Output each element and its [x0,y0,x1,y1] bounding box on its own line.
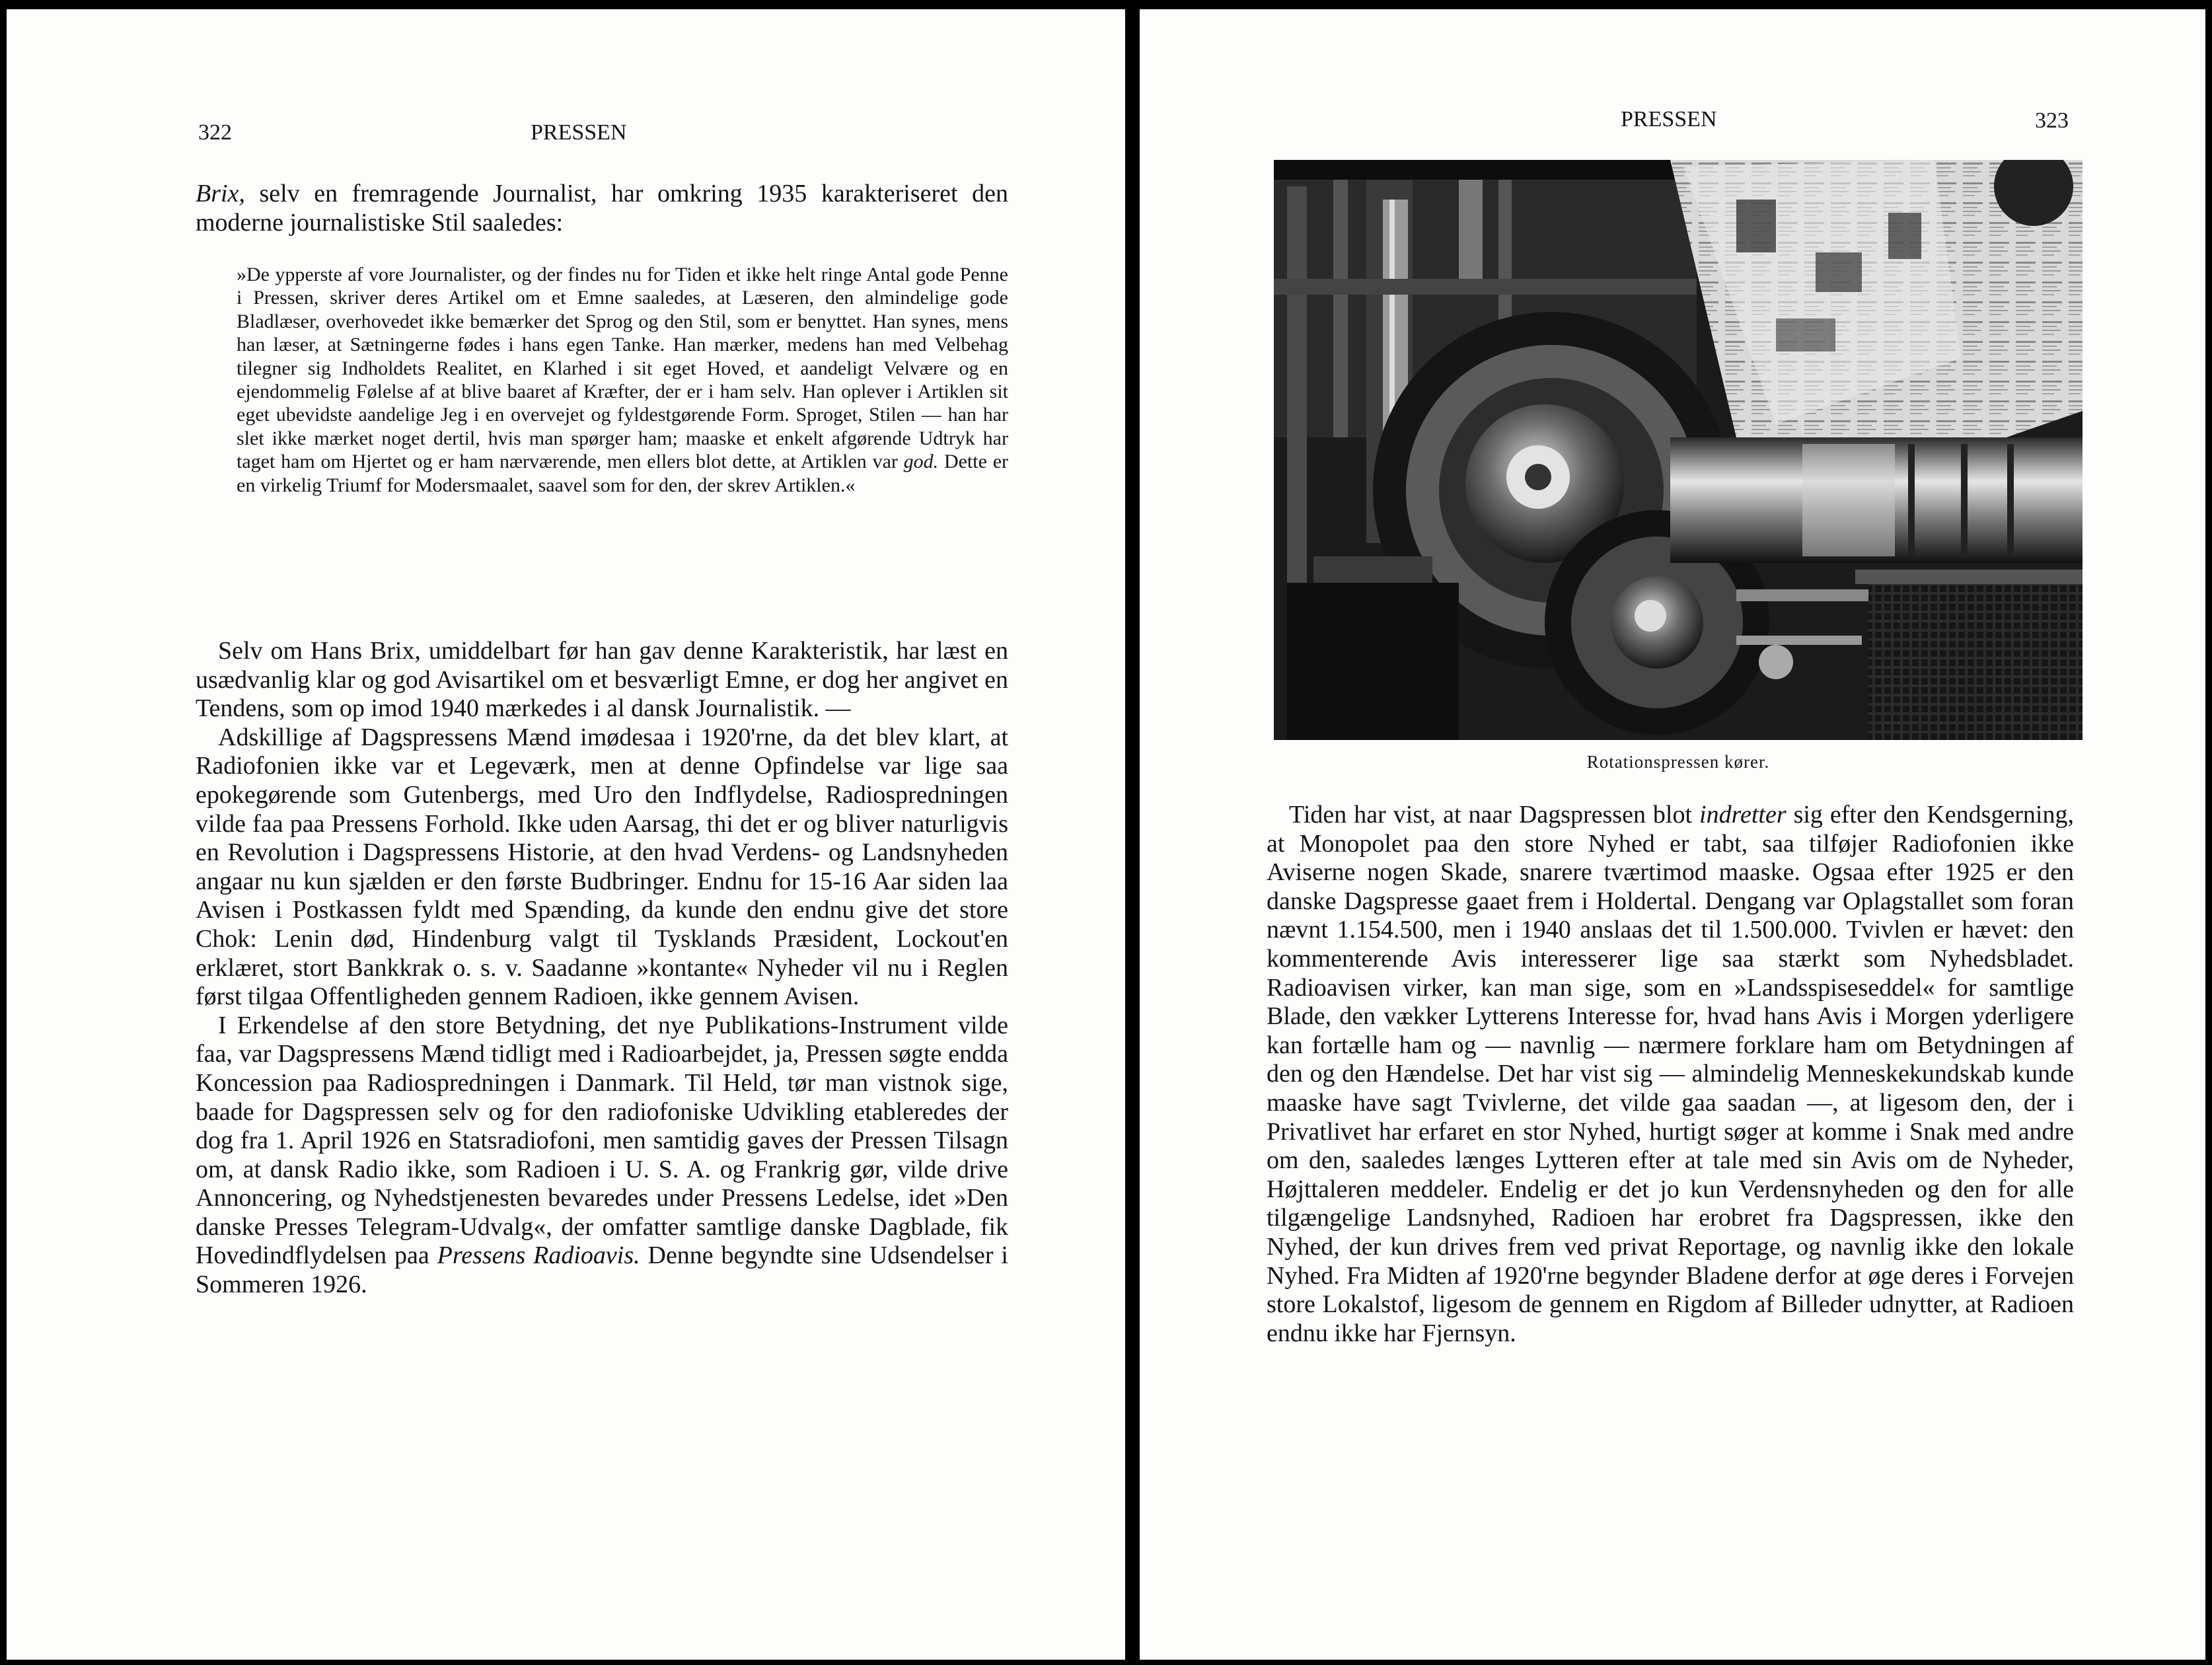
page-number: 323 [2035,108,2069,133]
page-number: 322 [198,120,232,145]
paragraph-3-text: I Erkendelse af den store Betydning, det nye Publikations-Instrument vilde faa, var Dagspressens Mænd tidligt med i Radioarbejdet, ja, Pressen søgte endda Koncession paa Radiospredningen i Danmark. Til Held, tør man vistnok sige, baade for Dagspressen selv og for den radiofoniske Udvikling etableredes der dog fra 1. April 1926 en Statsradiofoni, men samtidig gaves der Pressen Tilsagn om, at dansk Radio ikke, som Radioen i U. S. A. og Frankrig gør, vilde drive Annoncering, og Nyhedstjenesten bevaredes under Pressens Ledelse, idet »Den danske Presses Telegram-Udvalg«, der omfatter samtlige danske Dagblade, fik Hovedindflydelsen paa [196,1011,1008,1270]
paragraph-3-end: Denne begyndte sine Udsendelser i Sommeren 1926. [196,1241,1008,1299]
photo-caption: Rotationspressen kører. [1586,752,1770,772]
running-title: PRESSEN [1621,107,1717,131]
paragraph-2: Adskillige af Dagspressens Mænd imødesaa i 1920'rne, da det blev klart, at Radiofonien ikke var et Legeværk, men at denne Opfindelse var lige saa epokegørende som Gutenbergs, med Uro den Indflydelse, Radiospredningen vilde faa paa Pressens Forhold. Ikke uden Aarsag, thi det er og bliver naturligvis en Revolution i Dagspressens Historie, at den hvad Verdens- og Landsnyheden angaar nu kun sjælden er den første Budbringer. Endnu for 15-16 Aar siden laa Avisen i Postkassen fyldt med Spænding, da kunde den endnu give det store Chok: Lenin død, Hindenburg valgt til Tysklands Præsident, Lockout'en erklæret, stort Bankkrak o. s. v. Saadanne »kontante« Nyheder vil nu i Reglen først tilgaa Offentligheden gennem Radioen, ikke gennem Avisen. [196,723,1008,1011]
paragraph-1-text: Tiden har vist, at naar Dagspressen blot [1289,801,1700,829]
body-text [196,637,1008,1300]
paragraph-1-italic: indretter [1699,801,1787,829]
paragraph-1: Selv om Hans Brix, umiddelbart før han gav denne Karakteristik, har læst en usædvanlig klar og god Avisartikel om et besværligt Emne, er dog her angivet en Tendens, som op imod 1940 mærkedes i al dansk Journalistik. — [196,637,1008,723]
paragraph-1-end: sig efter den Kendsgerning, at Monopolet paa den store Nyhed er tabt, saa tilføjer Radiofonien ikke Aviserne nogen Skade, snarere tværtimod maaske. Ogsaa efter 1925 er den danske Dagspresse gaaet frem i Holdertal. Dengang var Oplagstallet som foran nævnt 1.154.500, men i 1940 anslaas det til 1.500.000. Tvivlen er hævet: den kommenterende Avis interesserer lige saa stærkt som Nyhedsbladet. Radioavisen virker, kan man sige, som en »Landsspiseseddel« for samtlige Blade, den vækker Lytterens Interesse for, hvad hans Avis i Morgen yderligere kan fortælle ham og — navnlig — nærmere forklare ham om Betydningen af den og den Hændelse. Det har vist sig — almindelig Menneskekundskab kunde maaske have sagt Tvivlerne, det vilde gaa saadan —, at ligesom den, der i Privatlivet har erfaret en stor Nyhed, hurtigt søger at komme i Snak med andre om den, saaledes længes Lytteren efter at tale med sin Avis om de Nyheder, Højttaleren meddeler. Endelig er det jo kun Verdensnyheden og den for alle tilgængelige Landsnyhed, Radioen har erobret fra Dagspressen, ikke den Nyhed, der kun drives frem ved privat Reportage, og navnlig ikke den lokale Nyhed. Fra Midten af 1920'rne begynder Bladene derfor at øge deres i Forvejen store Lokalstof, ligesom de gennem en Rigdom af Billeder udnytter, at Radioen endnu ikke har Fjernsyn. [1267,801,2074,1347]
quote-end: Dette er en virkelig Triumf for Modersmaalet, saavel som for den, der skrev Artiklen.« [237,451,1008,496]
paragraph-3-italic: Pressens Radioavis. [437,1241,640,1270]
paragraph-3 [196,1012,1008,1300]
quote-text: »De ypperste af vore Journalister, og der findes nu for Tiden et ikke helt ringe Antal gode Penne i Pressen, skriver deres Artikel om et Emne saaledes, at Læseren, den almindelige gode Bladlæser, overhovedet ikke bemærker det Sprog og den Stil, som er benyttet. Han synes, mens han læser, at Sætningerne fødes i hans egen Tanke. Han mærker, medens han med Velbehag tilegner sig Indholdets Realitet, en Klarhed i sit eget Hoved, et aandeligt Velvære og en ejendommelig Følelse af at blive baaret af Kræfter, der er i ham selv. Han oplever i Artiklen sit eget ubevidste aandelige Jeg i en overvejet og fyldestgørende Form. Sproget, Stilen — han har slet ikke mærket noget dertil, hvis man spørger ham; maaske et enkelt afgørende Udtryk har taget ham om Hjertet og er ham nærværende, men ellers blot dette, at Artiklen var [237,264,1008,473]
intro-lead: Brix, [196,180,245,207]
body-text [1267,801,2074,1348]
rotary-press-photo [1274,160,2083,740]
running-title: PRESSEN [531,120,627,145]
block-quote [237,263,1008,497]
quote-italic: god. [903,451,939,473]
intro-paragraph [196,180,1008,237]
right-page [1140,9,2205,1660]
left-page [7,9,1125,1660]
intro-rest: selv en fremragende Journalist, har omkring 1935 karakteriseret den moderne journalistiske Stil saaledes: [196,180,1008,237]
paragraph-1 [1267,801,2074,1348]
